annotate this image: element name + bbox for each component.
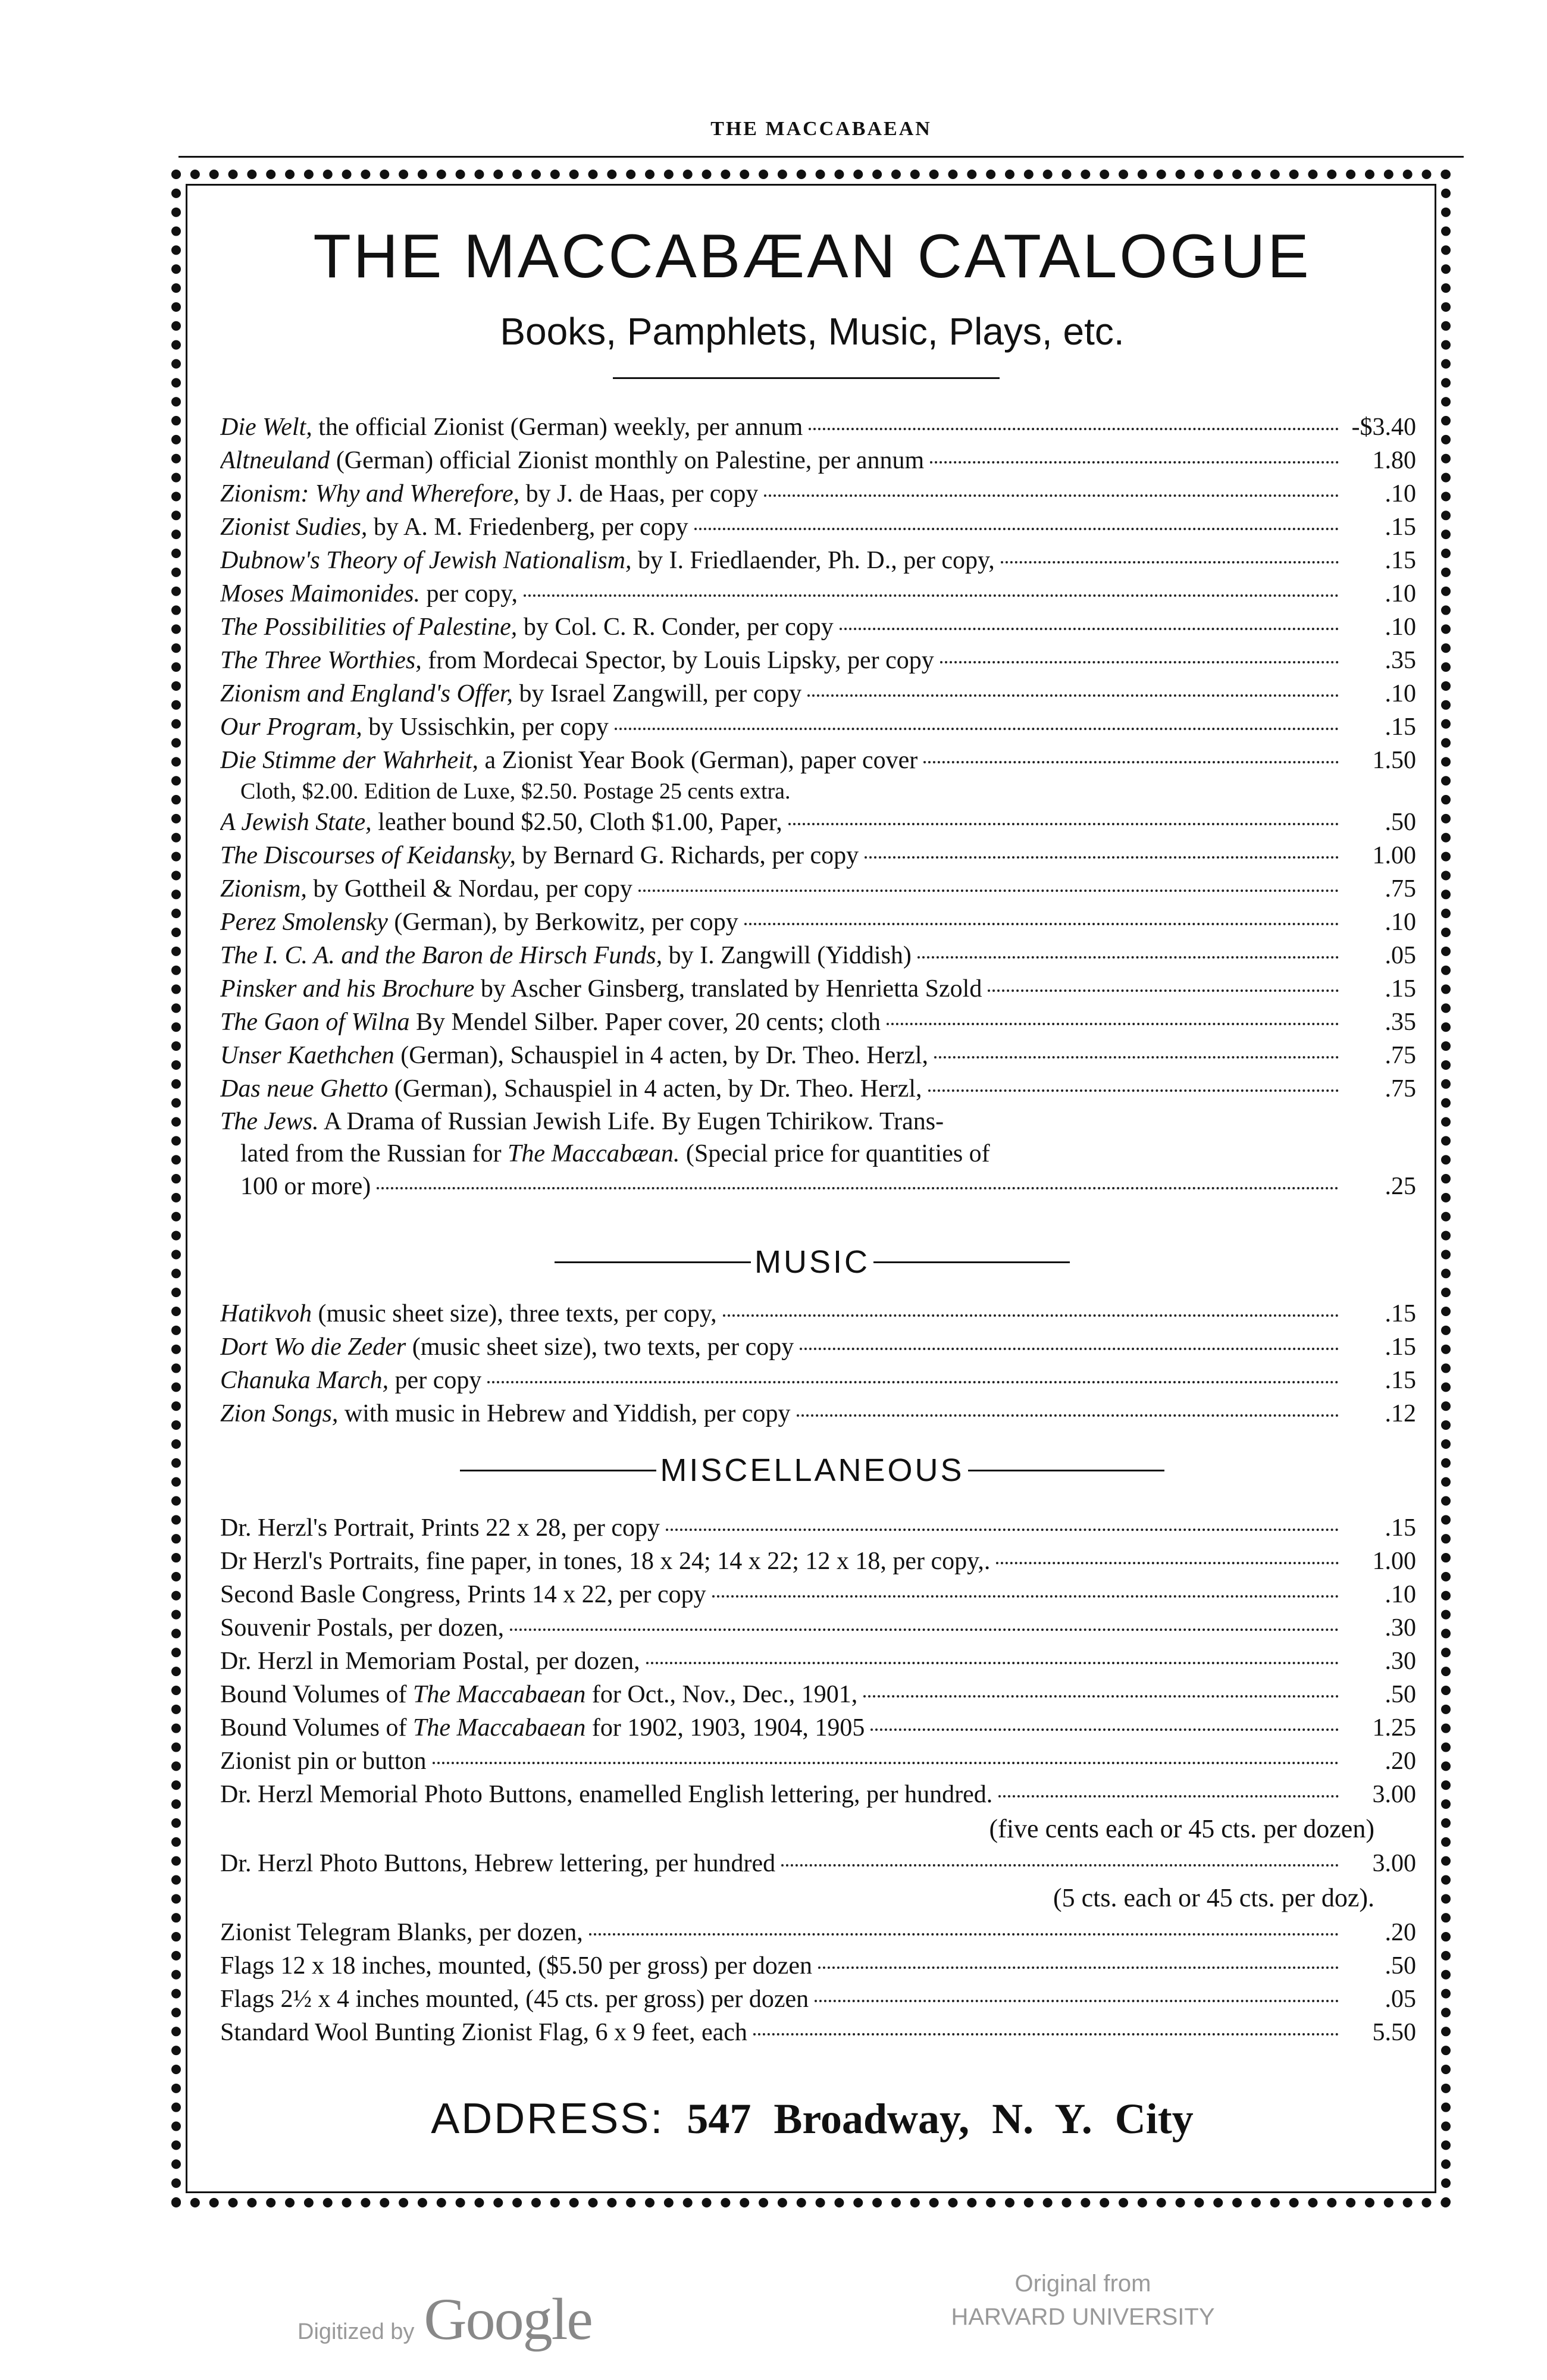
item-desc: Bound Volumes of — [220, 1714, 413, 1742]
item-desc: by J. de Haas, per copy — [519, 480, 759, 508]
item-title: A Jewish State, — [220, 809, 372, 836]
journal-title: The Maccabaean — [412, 1681, 586, 1708]
item-desc: a Zionist Year Book (German), paper cover — [478, 747, 918, 774]
item-price: .20 — [1385, 1919, 1416, 1946]
item-title: The I. C. A. and the Baron de Hirsch Funds, — [220, 942, 663, 969]
leader-dots — [646, 1662, 1339, 1664]
item-desc: (German), Schauspiel in 4 acten, by Dr. Theo. Herzl, — [388, 1075, 922, 1103]
item-price: 1.25 — [1372, 1714, 1416, 1742]
item-price: .50 — [1385, 1952, 1416, 1980]
heading-rule-left — [460, 1470, 656, 1471]
item-price: .15 — [1385, 713, 1416, 741]
leader-dots — [788, 823, 1339, 825]
leader-dots — [1001, 561, 1339, 563]
item-desc: the official Zionist (German) weekly, per annum — [312, 414, 803, 441]
item-desc: for 1902, 1903, 1904, 1905 — [585, 1714, 865, 1742]
title-rule — [613, 377, 1000, 379]
item-price: .15 — [1385, 1514, 1416, 1542]
item-price: 1.00 — [1372, 1548, 1416, 1575]
misc-heading-text: MISCELLANEOUS — [660, 1452, 964, 1488]
heading-rule-right — [968, 1470, 1164, 1471]
music-heading-text: MUSIC — [754, 1244, 870, 1280]
leader-dots — [940, 661, 1339, 663]
list-item — [220, 1006, 1416, 1039]
item-title: Hatikvoh — [220, 1300, 312, 1327]
item-title: Our Program, — [220, 713, 362, 741]
item-price: .12 — [1385, 1400, 1416, 1427]
list-item — [220, 744, 1416, 777]
list-item — [220, 1847, 1416, 1880]
leader-dots — [996, 1562, 1339, 1564]
leader-dots — [870, 1728, 1339, 1731]
list-item — [220, 1364, 1416, 1397]
item-title: Zionism and England's Offer, — [220, 680, 513, 707]
list-item — [220, 839, 1416, 872]
item-price: .75 — [1385, 1042, 1416, 1069]
item-desc: per copy, — [419, 580, 518, 607]
item-price: .10 — [1385, 613, 1416, 641]
item-title: Zionism: Why and Wherefore, — [220, 480, 520, 508]
item-note: Cloth, $2.00. Edition de Luxe, $2.50. Postage 25 cents extra. — [240, 779, 791, 804]
provenance-note — [928, 2267, 1238, 2334]
item-desc: by A. M. Friedenberg, per copy — [367, 513, 688, 541]
leader-dots — [723, 1314, 1339, 1317]
item-desc: from Mordecai Spector, by Louis Lipsky, per copy — [421, 647, 934, 674]
jews-line-1 — [220, 1106, 1416, 1138]
jews-line-2 — [220, 1138, 1416, 1170]
leader-dots — [615, 728, 1339, 730]
item-desc: lated from the Russian for — [240, 1140, 508, 1167]
item-title: The Gaon of Wilna — [220, 1009, 410, 1036]
leader-dots — [887, 1023, 1339, 1025]
item-price: -$3.40 — [1351, 414, 1416, 441]
leader-dots — [781, 1864, 1339, 1867]
item-price: 1.80 — [1372, 447, 1416, 474]
leader-dots — [988, 989, 1339, 992]
item-desc: with music in Hebrew and Yiddish, per copy — [338, 1400, 791, 1427]
leader-dots — [666, 1529, 1339, 1531]
leader-dots — [998, 1795, 1339, 1797]
jews-line-3 — [220, 1170, 1416, 1203]
item-price: .10 — [1385, 480, 1416, 508]
leader-dots — [815, 2000, 1339, 2002]
item-title: Pinsker and his Brochure — [220, 975, 475, 1003]
list-item — [220, 1745, 1416, 1778]
item-price: 5.50 — [1372, 2019, 1416, 2046]
list-item — [220, 577, 1416, 610]
list-item — [220, 477, 1416, 511]
item-desc: (German), Schauspiel in 4 acten, by Dr. Theo. Herzl, — [394, 1042, 929, 1069]
item-title: Chanuka March, — [220, 1367, 389, 1394]
item-title: Unser Kaethchen — [220, 1042, 394, 1069]
item-desc: Flags 12 x 18 inches, mounted, ($5.50 per gross) per dozen — [220, 1952, 812, 1980]
digitized-by-mark — [298, 2285, 592, 2353]
list-item — [220, 444, 1416, 477]
leader-dots — [797, 1414, 1339, 1417]
list-item — [220, 806, 1416, 839]
address-value: 547 Broadway, N. Y. City — [687, 2095, 1194, 2143]
item-price: .15 — [1385, 513, 1416, 541]
leader-dots — [487, 1381, 1339, 1383]
leader-dots — [377, 1187, 1339, 1189]
item-desc: by Israel Zangwill, per copy — [513, 680, 802, 707]
item-desc: Dr. Herzl Photo Buttons, Hebrew lettering, per hundred — [220, 1850, 776, 1877]
music-heading — [202, 1244, 1422, 1280]
item-price: .35 — [1385, 1009, 1416, 1036]
item-desc: Dr Herzl's Portraits, fine paper, in tones, 18 x 24; 14 x 22; 12 x 18, per copy,. — [220, 1548, 991, 1575]
google-logo: Google — [424, 2286, 592, 2352]
item-title: Die Stimme der Wahrheit, — [220, 747, 478, 774]
item-price: .35 — [1385, 647, 1416, 674]
list-item — [220, 511, 1416, 544]
item-price: .15 — [1385, 975, 1416, 1003]
item-price: .30 — [1385, 1614, 1416, 1642]
leader-dots — [928, 1089, 1339, 1092]
item-price: .15 — [1385, 1300, 1416, 1327]
item-title: Zion Songs, — [220, 1400, 339, 1427]
item-title: Dubnow's Theory of Jewish Nationalism, — [220, 547, 632, 574]
item-desc: By Mendel Silber. Paper cover, 20 cents; cloth — [409, 1009, 881, 1036]
item-price: .15 — [1385, 1333, 1416, 1361]
item-desc: (Special price for quantities of — [679, 1140, 990, 1167]
address-line — [202, 2094, 1422, 2144]
item-desc: Souvenir Postals, per dozen, — [220, 1614, 505, 1642]
item-price: .15 — [1385, 547, 1416, 574]
item-title: Zionist Sudies, — [220, 513, 368, 541]
item-desc: by I. Friedlaender, Ph. D., per copy, — [631, 547, 995, 574]
list-item — [220, 1778, 1416, 1811]
item-desc: by Bernard G. Richards, per copy — [515, 842, 859, 869]
item-title: Die Welt, — [220, 414, 312, 441]
leader-dots — [764, 494, 1339, 497]
item-price: .15 — [1385, 1367, 1416, 1394]
leader-dots — [712, 1595, 1339, 1598]
leader-dots — [589, 1933, 1339, 1936]
item-desc: 100 or more) — [240, 1173, 371, 1200]
item-desc: Zionist pin or button — [220, 1748, 427, 1775]
item-title: Moses Maimonides. — [220, 580, 420, 607]
item-price: .20 — [1385, 1748, 1416, 1775]
list-item — [220, 1297, 1416, 1330]
heading-rule-left — [555, 1261, 751, 1263]
item-desc: by Ussischkin, per copy — [362, 713, 609, 741]
running-head: THE MACCABAEAN — [710, 118, 932, 140]
music-list — [220, 1297, 1416, 1430]
item-title: The Jews. — [220, 1108, 319, 1135]
item-price: .75 — [1385, 875, 1416, 903]
leader-dots — [809, 428, 1339, 430]
list-item — [220, 1545, 1416, 1578]
leader-dots — [934, 1056, 1339, 1059]
item-price: .30 — [1385, 1648, 1416, 1675]
misc-heading — [202, 1452, 1422, 1489]
misc-list — [220, 1511, 1416, 2049]
item-desc: per copy — [389, 1367, 482, 1394]
item-title: The Discourses of Keidansky, — [220, 842, 516, 869]
library-name: HARVARD UNIVERSITY — [951, 2304, 1215, 2330]
address-label: ADDRESS: — [431, 2095, 665, 2143]
list-item — [220, 1578, 1416, 1611]
item-price: 3.00 — [1372, 1781, 1416, 1808]
list-item-jews — [220, 1106, 1416, 1203]
item-price: .10 — [1385, 909, 1416, 936]
original-from-text: Original from — [1014, 2271, 1151, 2297]
item-price: .10 — [1385, 1581, 1416, 1608]
leader-dots — [807, 694, 1339, 697]
list-item — [220, 710, 1416, 744]
item-price: .05 — [1385, 1986, 1416, 2013]
item-desc: (music sheet size), two texts, per copy — [406, 1333, 794, 1361]
leader-dots — [930, 461, 1339, 464]
list-item — [220, 1397, 1416, 1430]
item-desc: Standard Wool Bunting Zionist Flag, 6 x 9 feet, each — [220, 2019, 747, 2046]
leader-dots — [524, 594, 1339, 597]
item-price: .50 — [1385, 1681, 1416, 1708]
list-item — [220, 872, 1416, 906]
journal-title: The Maccabaean — [412, 1714, 586, 1742]
item-desc: leather bound $2.50, Cloth $1.00, Paper, — [371, 809, 782, 836]
list-item — [220, 1949, 1416, 1983]
item-price: .05 — [1385, 942, 1416, 969]
leader-dots — [800, 1348, 1339, 1350]
item-note: (5 cts. each or 45 cts. per doz). — [1053, 1883, 1374, 1912]
books-list — [220, 411, 1416, 1203]
item-price: .10 — [1385, 680, 1416, 707]
item-title: Zionism, — [220, 875, 307, 903]
list-item — [220, 1916, 1416, 1949]
item-desc: by Ascher Ginsberg, translated by Henrietta Szold — [474, 975, 982, 1003]
item-desc: A Drama of Russian Jewish Life. By Eugen Tchirikow. Trans- — [318, 1108, 944, 1135]
item-desc: Dr. Herzl in Memoriam Postal, per dozen, — [220, 1648, 640, 1675]
list-item — [220, 1645, 1416, 1678]
catalogue-subtitle: Books, Pamphlets, Music, Plays, etc. — [500, 310, 1125, 353]
heading-rule-right — [873, 1261, 1070, 1263]
leader-dots — [863, 1695, 1339, 1698]
item-desc: by Gottheil & Nordau, per copy — [306, 875, 632, 903]
leader-dots — [818, 1966, 1339, 1969]
leader-dots — [840, 628, 1339, 630]
item-desc: for Oct., Nov., Dec., 1901, — [585, 1681, 858, 1708]
item-price: .75 — [1385, 1075, 1416, 1103]
item-desc: (music sheet size), three texts, per copy, — [311, 1300, 717, 1327]
item-desc: Zionist Telegram Blanks, per dozen, — [220, 1919, 583, 1946]
list-item — [220, 677, 1416, 710]
list-item — [220, 1511, 1416, 1545]
item-title: Das neue Ghetto — [220, 1075, 389, 1103]
item-desc: Bound Volumes of — [220, 1681, 413, 1708]
item-price: .25 — [1385, 1173, 1416, 1200]
item-title: The Possibilities of Palestine, — [220, 613, 518, 641]
list-item — [220, 610, 1416, 644]
item-desc: Dr. Herzl's Portrait, Prints 22 x 28, per copy — [220, 1514, 660, 1542]
item-price: 3.00 — [1372, 1850, 1416, 1877]
digitized-by-text: Digitized by — [298, 2319, 415, 2344]
leader-dots — [638, 890, 1339, 892]
leader-dots — [923, 761, 1339, 763]
list-item — [220, 544, 1416, 577]
list-item — [220, 939, 1416, 972]
item-desc: by I. Zangwill (Yiddish) — [662, 942, 912, 969]
list-item — [220, 411, 1416, 444]
item-desc: (German), by Berkowitz, per copy — [387, 909, 738, 936]
header-rule — [178, 156, 1464, 158]
list-item — [220, 1330, 1416, 1364]
item-price: .50 — [1385, 809, 1416, 836]
item-desc: (German) official Zionist monthly on Palestine, per annum — [330, 447, 925, 474]
list-item — [220, 644, 1416, 677]
item-title: Dort Wo die Zeder — [220, 1333, 406, 1361]
list-item — [220, 1039, 1416, 1072]
leader-dots — [510, 1629, 1339, 1631]
item-desc: Flags 2½ x 4 inches mounted, (45 cts. per gross) per dozen — [220, 1986, 809, 2013]
list-item — [220, 1711, 1416, 1745]
catalogue-title: THE MACCABÆAN CATALOGUE — [313, 222, 1311, 291]
item-note: (five cents each or 45 cts. per dozen) — [989, 1814, 1374, 1843]
list-item — [220, 972, 1416, 1006]
item-title: Altneuland — [220, 447, 330, 474]
item-desc: Second Basle Congress, Prints 14 x 22, per copy — [220, 1581, 706, 1608]
leader-dots — [694, 528, 1339, 530]
item-title: The Three Worthies, — [220, 647, 422, 674]
item-title: Perez Smolensky — [220, 909, 388, 936]
list-item — [220, 1611, 1416, 1645]
list-item — [220, 906, 1416, 939]
list-item — [220, 2016, 1416, 2049]
leader-dots — [865, 856, 1339, 859]
leader-dots — [433, 1762, 1339, 1764]
leader-dots — [753, 2033, 1339, 2035]
list-item — [220, 1983, 1416, 2016]
item-price: .10 — [1385, 580, 1416, 607]
leader-dots — [917, 956, 1339, 959]
item-price: 1.50 — [1372, 747, 1416, 774]
item-desc: Dr. Herzl Memorial Photo Buttons, enamelled English lettering, per hundred. — [220, 1781, 993, 1808]
item-desc: by Col. C. R. Conder, per copy — [517, 613, 834, 641]
list-item — [220, 1678, 1416, 1711]
leader-dots — [744, 923, 1339, 925]
journal-title: The Maccabæan. — [508, 1140, 680, 1167]
list-item — [220, 1072, 1416, 1106]
item-price: 1.00 — [1372, 842, 1416, 869]
